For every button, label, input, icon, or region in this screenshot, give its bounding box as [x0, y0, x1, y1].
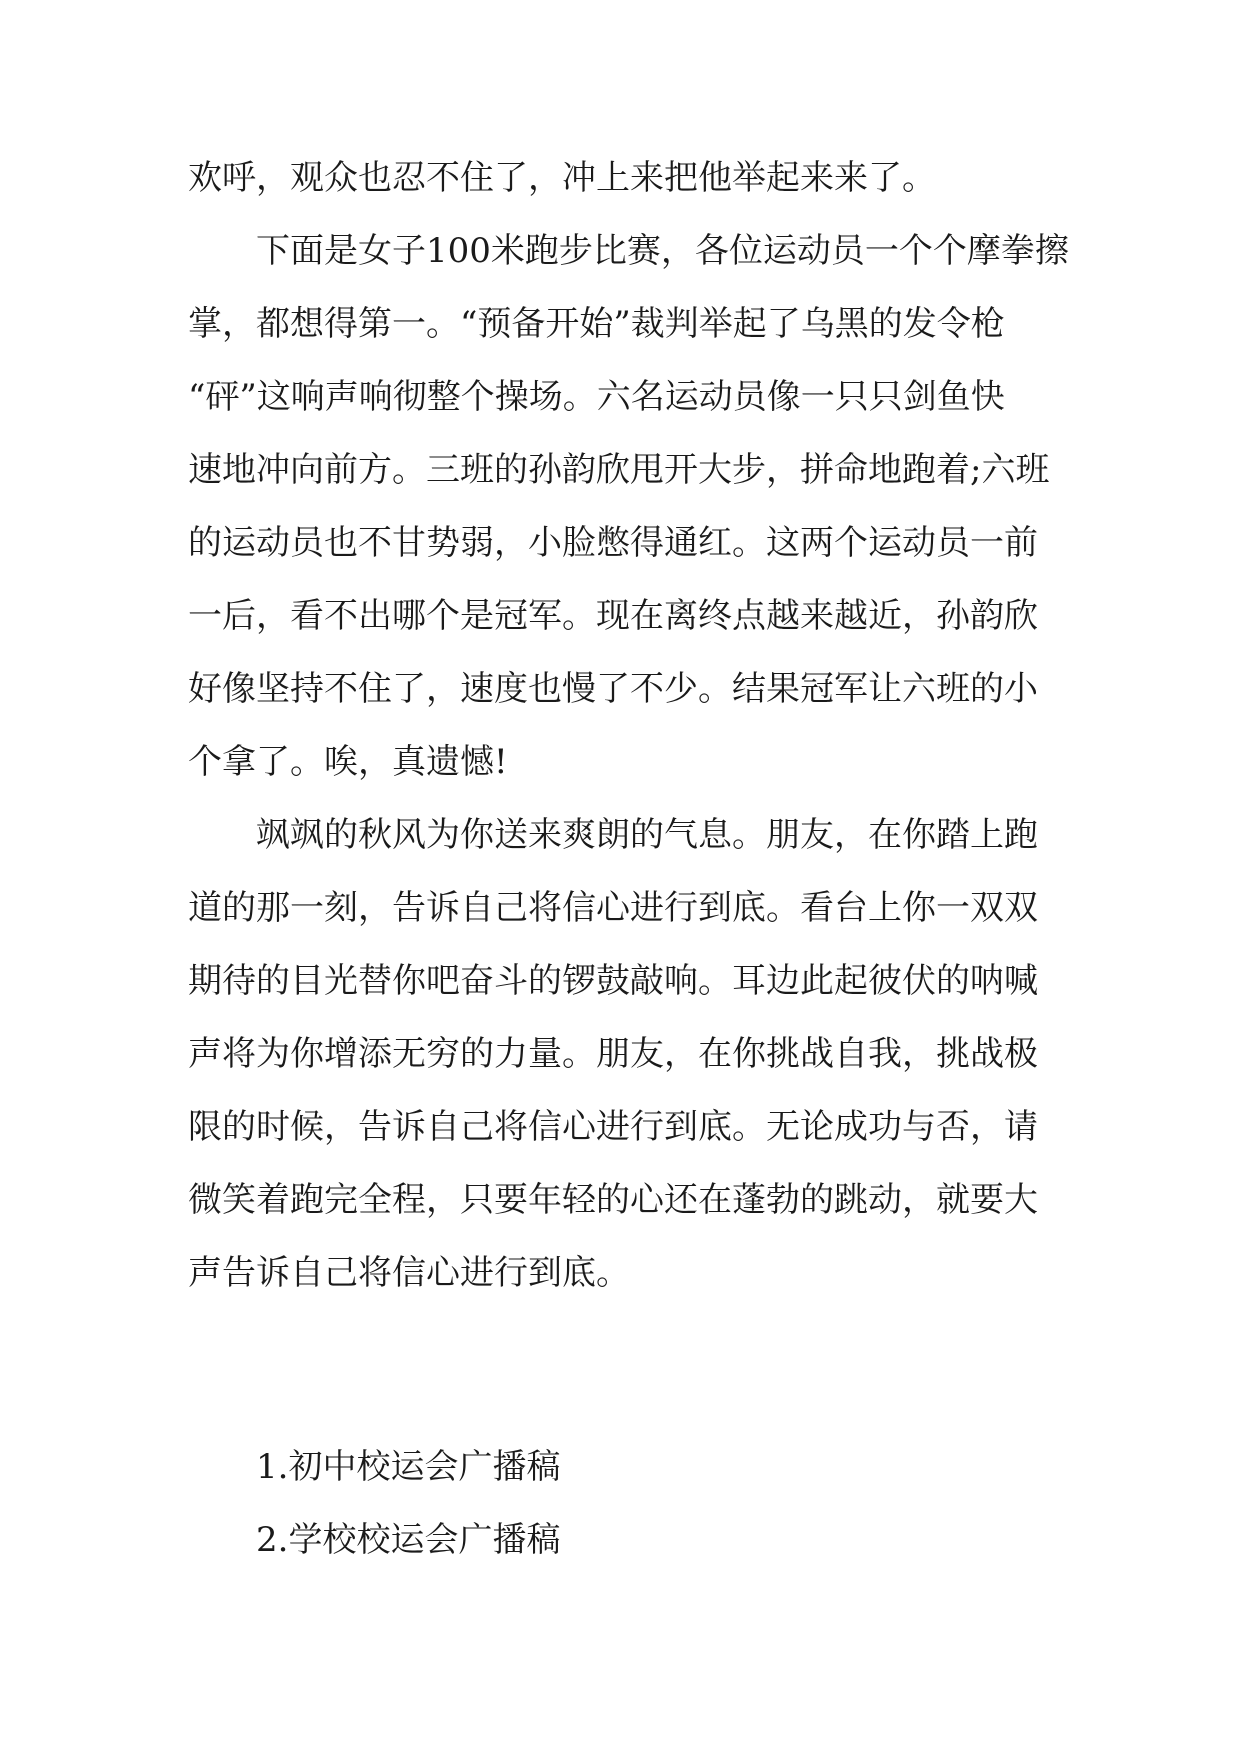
article-body [188, 142, 1058, 215]
related-links-list [256, 1431, 560, 1577]
text-line: 欢呼，观众也忍不住了，冲上来把他举起来来了。 [188, 158, 936, 198]
text-line: 一后，看不出哪个是冠军。现在离终点越来越近，孙韵欣 [188, 596, 1038, 636]
text-line: 好像坚持不住了，速度也慢了不少。结果冠军让六班的小 [188, 669, 1038, 709]
related-link[interactable]: 2.学校校运会广播稿 [256, 1520, 561, 1560]
related-link[interactable]: 1.初中校运会广播稿 [256, 1447, 561, 1487]
text-line: 掌，都想得第一。“预备开始”裁判举起了乌黑的发令枪 [188, 304, 1005, 344]
text-line: 飒飒的秋风为你送来爽朗的气息。朋友，在你踏上跑 [256, 815, 1038, 855]
text-line: 限的时候，告诉自己将信心进行到底。无论成功与否，请 [188, 1107, 1038, 1147]
text-line: “砰”这响声响彻整个操场。六名运动员像一只只剑鱼快 [188, 377, 1005, 417]
paragraph [188, 799, 1058, 1310]
text-line: 个拿了。唉，真遗憾! [188, 742, 508, 782]
article-body-paragraph-2 [188, 215, 1069, 799]
text-line: 声将为你增添无穷的力量。朋友，在你挑战自我，挑战极 [188, 1034, 1038, 1074]
text-line: 声告诉自己将信心进行到底。 [188, 1253, 630, 1293]
text-line: 期待的目光替你吧奋斗的锣鼓敲响。耳边此起彼伏的呐喊 [188, 961, 1038, 1001]
text-line: 下面是女子100米跑步比赛，各位运动员一个个摩拳擦 [256, 231, 1069, 271]
article-body-paragraph-3 [188, 799, 1058, 1310]
text-line: 的运动员也不甘势弱，小脸憋得通红。这两个运动员一前 [188, 523, 1038, 563]
text-line: 速地冲向前方。三班的孙韵欣甩开大步，拼命地跑着;六班 [188, 450, 1050, 490]
paragraph [188, 142, 1058, 215]
text-line: 微笑着跑完全程，只要年轻的心还在蓬勃的跳动，就要大 [188, 1180, 1038, 1220]
text-line: 道的那一刻，告诉自己将信心进行到底。看台上你一双双 [188, 888, 1038, 928]
paragraph [188, 215, 1069, 799]
